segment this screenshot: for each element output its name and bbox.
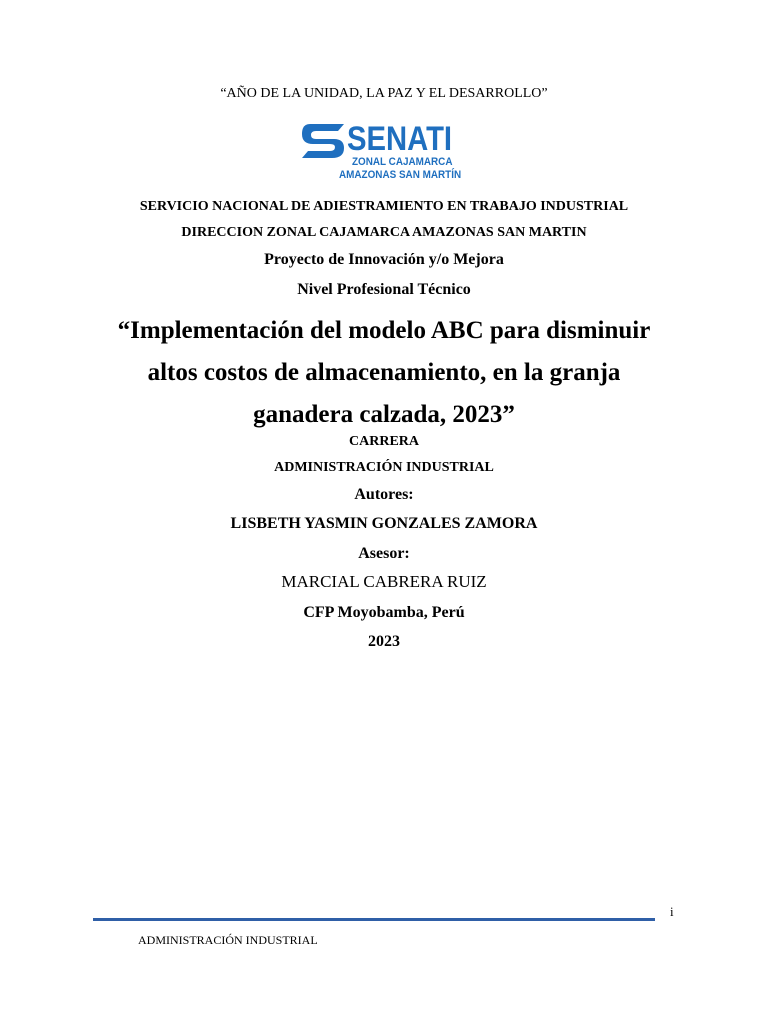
title-line: “Implementación del modelo ABC para disminuir <box>117 317 651 344</box>
career-label: CARRERA <box>349 434 419 449</box>
footer-rule <box>93 918 655 921</box>
institution-name: SERVICIO NACIONAL DE ADIESTRAMIENTO EN TRABAJO INDUSTRIAL <box>139 199 629 214</box>
career: ADMINISTRACIÓN INDUSTRIAL <box>274 460 494 475</box>
document-title <box>0 310 768 436</box>
logo-subtitle-2: AMAZONAS SAN MARTÍN <box>339 169 462 181</box>
document-motto: “AÑO DE LA UNIDAD, LA PAZ Y EL DESARROLLO” <box>220 86 548 101</box>
authors-label: Autores: <box>354 486 414 503</box>
project-type: Proyecto de Innovación y/o Mejora <box>264 251 504 268</box>
senati-s-icon <box>300 122 346 160</box>
logo-subtitle-1: ZONAL CAJAMARCA <box>352 156 453 168</box>
advisor-label: Asesor: <box>358 545 410 562</box>
author-name: LISBETH YASMIN GONZALES ZAMORA <box>230 515 538 532</box>
place: CFP Moyobamba, Perú <box>303 604 465 621</box>
title-line: altos costos de almacenamiento, en la granja <box>147 359 621 386</box>
logo-name: SENATI <box>347 120 453 158</box>
senati-logo <box>300 120 480 184</box>
level: Nivel Profesional Técnico <box>297 281 471 298</box>
year: 2023 <box>368 633 400 650</box>
institution-direction: DIRECCION ZONAL CAJAMARCA AMAZONAS SAN MARTIN <box>181 225 587 240</box>
page-number: i <box>670 904 674 919</box>
title-line: ganadera calzada, 2023” <box>253 401 515 428</box>
advisor-name: MARCIAL CABRERA RUIZ <box>281 572 487 591</box>
footer-text: ADMINISTRACIÓN INDUSTRIAL <box>138 933 318 947</box>
